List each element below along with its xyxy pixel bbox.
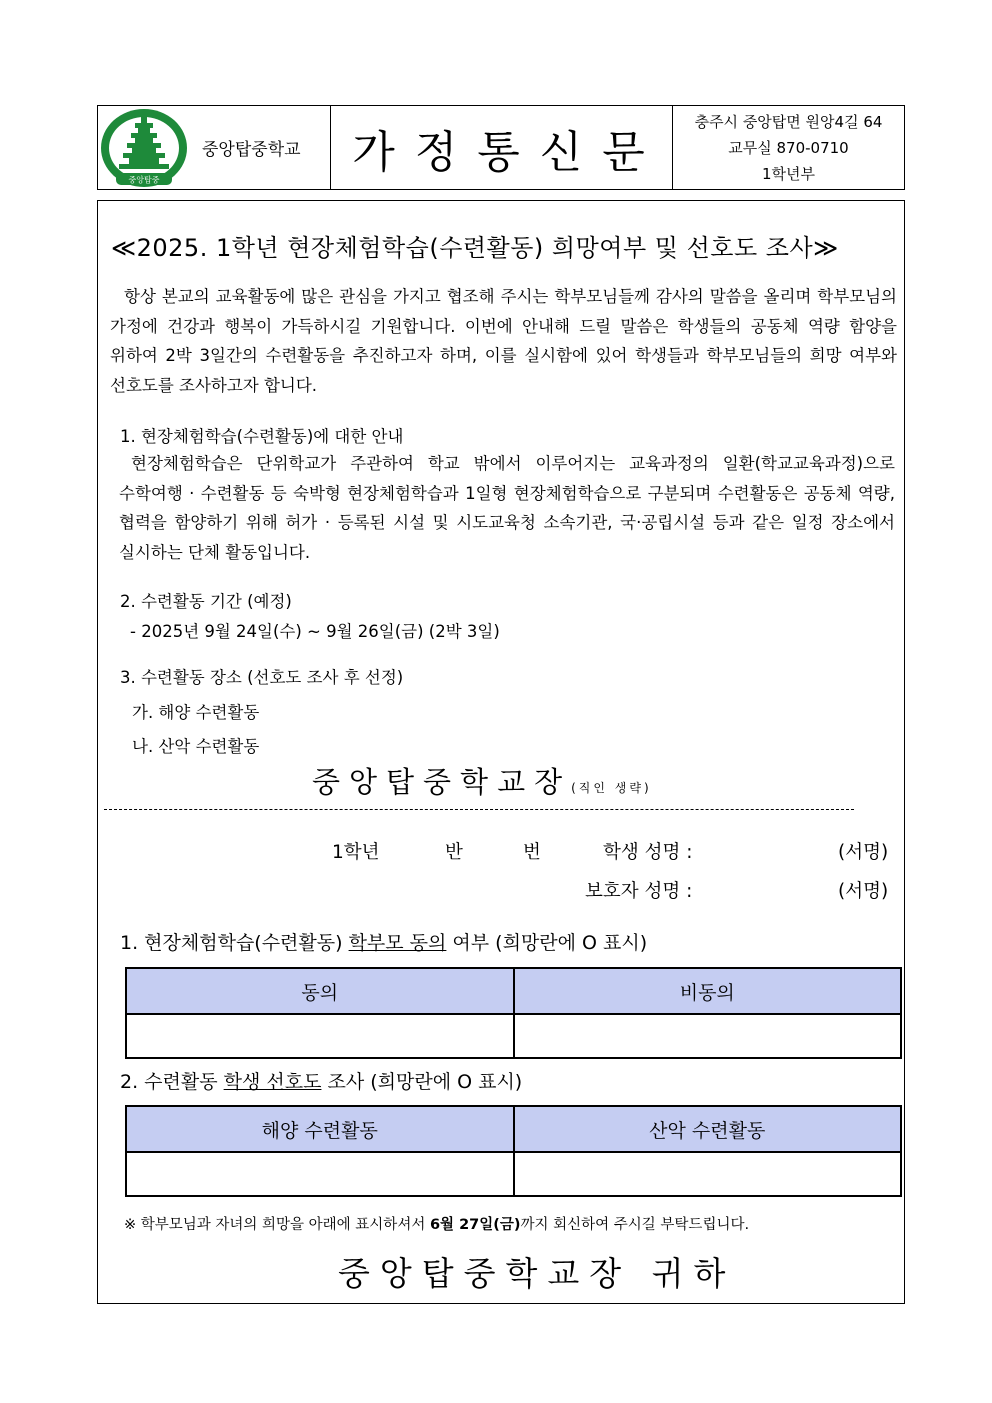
contact-info xyxy=(673,106,904,189)
school-cell xyxy=(98,106,331,189)
principal-name: 중앙탑중학교장 xyxy=(312,765,572,799)
section-3-item-1: 가. 해양 수련활동 xyxy=(132,703,260,722)
pagoda-logo-icon xyxy=(99,107,189,189)
preference-mountain-cell[interactable] xyxy=(514,1152,902,1196)
section-1-title: 1. 현장체험학습(수련활동)에 대한 안내 xyxy=(120,427,404,446)
seal-omitted-note: (직인 생략) xyxy=(571,781,652,795)
document-title: 가정통신문 xyxy=(331,106,673,189)
student-name-label: 학생 성명 : xyxy=(603,842,693,863)
question-2-emphasis: 학생 선호도 xyxy=(223,1071,322,1093)
school-logo xyxy=(98,105,190,190)
preference-mountain-header: 산악 수련활동 xyxy=(514,1106,902,1152)
section-2-body: - 2025년 9월 24일(수) ~ 9월 26일(금) (2박 3일) xyxy=(130,622,500,641)
office-phone: 교무실 870-0710 xyxy=(728,138,849,157)
main-title: ≪2025. 1학년 현장체험학습(수련활동) 희망여부 및 선호도 조사≫ xyxy=(111,234,839,262)
consent-disagree-header: 비동의 xyxy=(514,968,902,1014)
consent-agree-header: 동의 xyxy=(126,968,514,1014)
question-1-suffix: 여부 (희망란에 O 표시) xyxy=(446,932,648,954)
section-3-title: 3. 수련활동 장소 (선호도 조사 후 선정) xyxy=(120,668,404,687)
class-label: 반 xyxy=(445,842,463,863)
question-1-title xyxy=(120,928,647,955)
section-1-body: 현장체험학습은 단위학교가 주관하여 학교 밖에서 이루어지는 교육과정의 일환(학교교육과정)으로 수학여행 · 수련활동 등 숙박형 현장체험학습과 1일형 현장체험학습으로 구분되며 수련활동은 공동체 역량, 협력을 함양하기 위해 허가 · 등록된 시설 및 시도교육청 소속기관, 국·공립시설 등과 같은 일정 장소에서 실시하는 단체 활동입니다. xyxy=(119,454,895,562)
letterhead xyxy=(97,105,905,190)
closing-addressee: 중앙탑중학교장 귀하 xyxy=(338,1254,736,1293)
consent-disagree-cell[interactable] xyxy=(514,1014,902,1058)
question-1-emphasis: 학부모 동의 xyxy=(348,932,447,954)
logo-label: 중앙탑중 xyxy=(128,175,160,184)
question-2-title xyxy=(120,1067,522,1094)
school-address: 충주시 중앙탑면 원앙4길 64 xyxy=(694,112,883,131)
intro-paragraph: 항상 본교의 교육활동에 많은 관심을 가지고 협조해 주시는 학부모님들께 감사의 말씀을 올리며 학부모님의 가정에 건강과 행복이 가득하시길 기원합니다. 이번에 안내해 드릴 말씀은 학생들의 공동체 역량 함양을 위하여 2박 3일간의 수련활동을 추진하고자 하며, 이를 실시함에 있어 학생들과 학부모님들의 희망 여부와 선호도를 조사하고자 합니다. xyxy=(110,287,897,395)
notice-suffix: 까지 회신하여 주시길 부탁드립니다. xyxy=(520,1217,750,1233)
consent-table xyxy=(125,967,902,1059)
reply-notice xyxy=(124,1213,749,1234)
question-2-prefix: 2. 수련활동 xyxy=(120,1071,224,1093)
consent-agree-cell[interactable] xyxy=(126,1014,514,1058)
school-name: 중앙탑중학교 xyxy=(202,140,301,160)
preference-table xyxy=(125,1105,902,1197)
number-label: 번 xyxy=(523,842,541,863)
parent-name-label: 보호자 성명 : xyxy=(585,881,693,902)
preference-marine-cell[interactable] xyxy=(126,1152,514,1196)
parent-signature-field[interactable]: (서명) xyxy=(838,881,889,902)
grade-label: 1학년 xyxy=(332,842,380,863)
notice-deadline: 6월 27일(금) xyxy=(429,1217,521,1233)
section-3-item-2: 나. 산악 수련활동 xyxy=(132,737,260,756)
cut-line-divider xyxy=(104,809,854,810)
student-signature-field[interactable]: (서명) xyxy=(838,842,889,863)
notice-prefix: ※ 학부모님과 자녀의 희망을 아래에 표시하셔서 xyxy=(124,1217,430,1233)
section-2-title: 2. 수련활동 기간 (예정) xyxy=(120,592,292,611)
question-1-prefix: 1. 현장체험학습(수련활동) xyxy=(120,932,349,954)
question-2-suffix: 조사 (희망란에 O 표시) xyxy=(321,1071,523,1093)
preference-marine-header: 해양 수련활동 xyxy=(126,1106,514,1152)
department: 1학년부 xyxy=(761,164,815,183)
principal-signature xyxy=(312,760,652,801)
